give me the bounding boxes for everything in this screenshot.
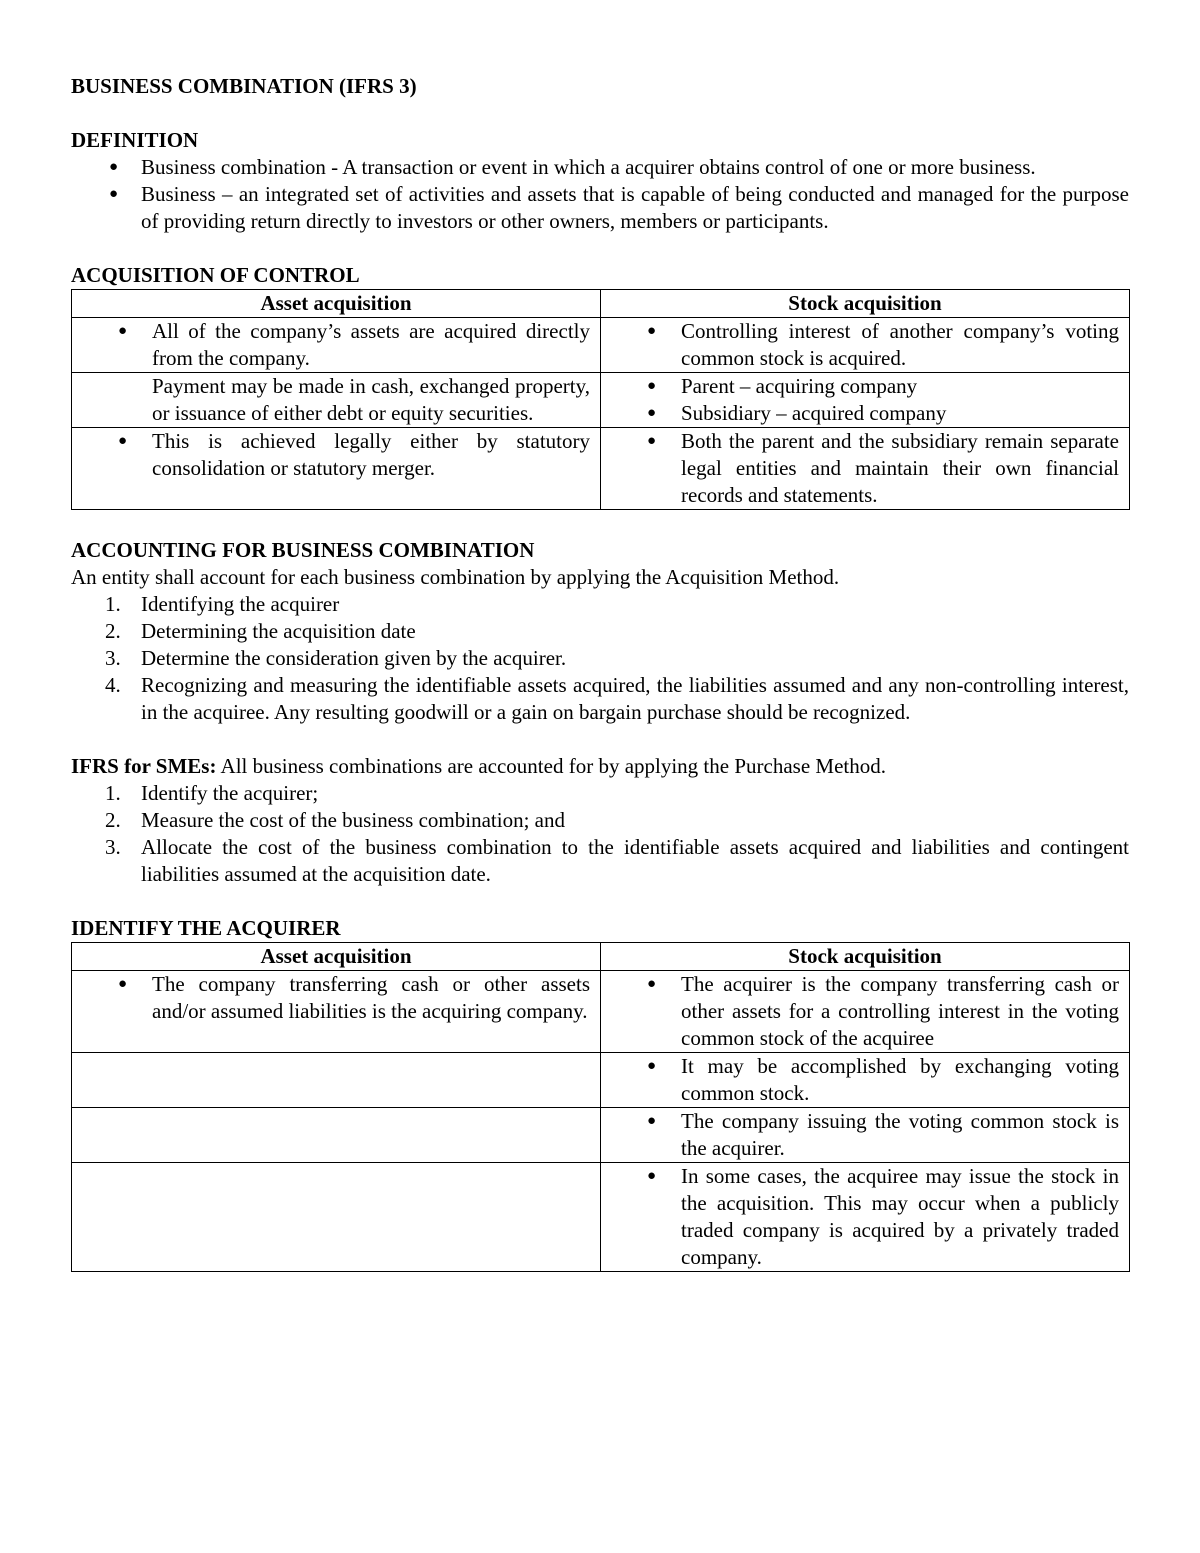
accounting-heading: ACCOUNTING FOR BUSINESS COMBINATION [71, 538, 535, 562]
table-cell [72, 1163, 601, 1272]
table-cell: ● It may be accomplished by exchanging voting common stock. [601, 1053, 1130, 1108]
definition-heading: DEFINITION [71, 128, 199, 152]
table-row [72, 971, 1130, 1053]
table-cell: ● In some cases, the acquiree may issue the stock in the acquisition. This may occur when a publicly traded company is acquired by a privately traded company. [601, 1163, 1130, 1272]
table-cell [72, 1108, 601, 1163]
table-cell: ● This is achieved legally either by statutory consolidation or statutory merger. [72, 428, 601, 510]
bullet-icon: ● [647, 1168, 657, 1184]
table-cell: ● The acquirer is the company transferring cash or other assets for a controlling interest in the voting common stock of the acquiree [601, 971, 1130, 1053]
table-row [72, 1163, 1130, 1272]
purchase-method-steps [71, 780, 1129, 888]
document-content [71, 73, 1129, 1272]
column-header: Stock acquisition [601, 290, 1130, 318]
table-cell: ● Both the parent and the subsidiary remain separate legal entities and maintain their own financial records and statements. [601, 428, 1130, 510]
bullet-icon: ● [647, 405, 657, 421]
identify-acquirer-table [71, 942, 1130, 1272]
bullet-icon: ● [647, 1058, 657, 1074]
document-title: BUSINESS COMBINATION (IFRS 3) [71, 74, 417, 98]
column-header: Asset acquisition [72, 943, 601, 971]
list-item: 3. Allocate the cost of the business combination to the identifiable assets acquired and liabilities and contingent liabilities assumed at the acquisition date. [105, 835, 1129, 886]
bullet-icon: ● [647, 378, 657, 394]
definition-list [71, 154, 1129, 235]
list-item: 2. Determining the acquisition date [105, 619, 416, 643]
acquisition-method-steps [71, 591, 1129, 726]
table-cell [72, 1053, 601, 1108]
list-item: 4. Recognizing and measuring the identifiable assets acquired, the liabilities assumed and any non-controlling interest, in the acquiree. Any resulting goodwill or a gain on bargain purchase should be recognized. [105, 673, 1129, 724]
list-item: ● Business – an integrated set of activities and assets that is capable of being conducted and managed for the purpose of providing return directly to investors or other owners, members or participants. [109, 182, 1129, 233]
table-cell: ● Controlling interest of another company’s voting common stock is acquired. [601, 318, 1130, 373]
bullet-icon: ● [647, 323, 657, 339]
bullet-icon: ● [647, 976, 657, 992]
bullet-icon: ● [118, 323, 128, 339]
list-item: 3. Determine the consideration given by the acquirer. [105, 646, 567, 670]
list-item: 1. Identify the acquirer; [105, 781, 319, 805]
bullet-icon: ● [109, 159, 119, 175]
bullet-icon: ● [647, 1113, 657, 1129]
table-header-row [72, 290, 1130, 318]
table-cell: ● All of the company’s assets are acquired directly from the company. [72, 318, 601, 373]
ifrs-smes-label: IFRS for SMEs: [71, 754, 217, 778]
identify-acquirer-heading: IDENTIFY THE ACQUIRER [71, 916, 341, 940]
accounting-intro: An entity shall account for each business combination by applying the Acquisition Method. [71, 565, 840, 589]
acquisition-of-control-table [71, 289, 1130, 510]
table-row [72, 318, 1130, 373]
table-cell: Payment may be made in cash, exchanged property, or issuance of either debt or equity securities. [72, 373, 601, 428]
table-row [72, 373, 1130, 428]
list-item: 1. Identifying the acquirer [105, 592, 340, 616]
table-cell: ● The company transferring cash or other assets and/or assumed liabilities is the acquiring company. [72, 971, 601, 1053]
bullet-icon: ● [118, 976, 128, 992]
table-header-row [72, 943, 1130, 971]
list-item: 2. Measure the cost of the business combination; and [105, 808, 565, 832]
bullet-icon: ● [647, 433, 657, 449]
bullet-icon: ● [118, 433, 128, 449]
acquisition-of-control-heading: ACQUISITION OF CONTROL [71, 263, 360, 287]
ifrs-smes-paragraph: IFRS for SMEs: All business combinations are accounted for by applying the Purchase Method. [71, 754, 886, 778]
table-cell: ● The company issuing the voting common stock is the acquirer. [601, 1108, 1130, 1163]
table-cell: ● Parent – acquiring company ● Subsidiary – acquired company [601, 373, 1130, 428]
bullet-icon: ● [109, 186, 119, 202]
list-item: ● Business combination - A transaction or event in which a acquirer obtains control of one or more business. [109, 155, 1036, 179]
table-row [72, 1053, 1130, 1108]
column-header: Stock acquisition [601, 943, 1130, 971]
table-row [72, 428, 1130, 510]
column-header: Asset acquisition [72, 290, 601, 318]
table-row [72, 1108, 1130, 1163]
